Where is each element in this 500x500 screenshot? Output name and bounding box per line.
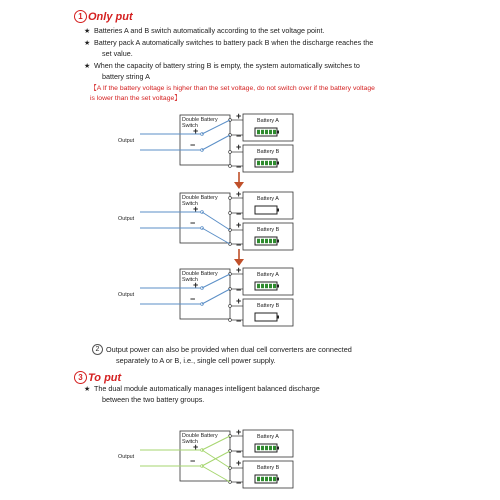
switch-label: Switch [182, 201, 198, 207]
diagram-1 [118, 111, 300, 172]
switch-label: Switch [182, 123, 198, 129]
star-icon: ★ [84, 38, 91, 47]
output-label: Output [118, 292, 135, 298]
minus-sign: − [190, 456, 196, 466]
section-2-line: Output power can also be provided when dual cell converters are connected [106, 345, 352, 354]
battery-a-cell [265, 446, 268, 450]
bullet-line: Battery pack A automatically switches to battery pack B when the discharge reaches the [94, 38, 374, 47]
minus-sign: − [236, 447, 242, 457]
battery-a-cell [265, 284, 268, 288]
plus-sign: + [193, 204, 199, 214]
switch-label: Double Battery [182, 271, 218, 277]
bullet-3 [84, 61, 360, 82]
switch-label: Double Battery [182, 433, 218, 439]
diagram-3 [118, 265, 300, 326]
section-1-heading [74, 10, 133, 23]
plus-sign: + [236, 296, 242, 306]
battery-a-cell [261, 284, 264, 288]
star-icon: ★ [84, 61, 91, 70]
switch-label: Switch [182, 277, 198, 283]
bullet-line: set value. [102, 48, 133, 58]
battery-a-icon [255, 206, 277, 214]
diagram-2 [118, 189, 300, 250]
plus-sign: + [236, 189, 242, 199]
minus-sign: − [190, 218, 196, 228]
plus-sign: + [236, 458, 242, 468]
output-label: Output [118, 454, 135, 460]
battery-b-cell [261, 239, 264, 243]
section-3-body [84, 384, 320, 405]
battery-a-cap [277, 285, 279, 288]
plus-sign: + [236, 111, 242, 121]
minus-sign: − [236, 285, 242, 295]
minus-sign: − [236, 209, 242, 219]
battery-b-cell [261, 477, 264, 481]
switch-label: Double Battery [182, 195, 218, 201]
terminal-dot [229, 165, 232, 168]
battery-a-cell [273, 130, 276, 134]
minus-sign: − [236, 131, 242, 141]
battery-a-cell [257, 130, 260, 134]
plus-sign: + [236, 220, 242, 230]
battery-b-icon [255, 313, 277, 321]
battery-b-cell [273, 239, 276, 243]
battery-a-label: Battery A [257, 196, 279, 202]
note [90, 84, 390, 104]
battery-a-cell [269, 446, 272, 450]
battery-a-label: Battery A [257, 434, 279, 440]
terminal-dot [229, 197, 232, 200]
section-title: Only put [88, 11, 133, 23]
output-label: Output [118, 138, 135, 144]
battery-b-cell [265, 477, 268, 481]
battery-b-cap [277, 162, 279, 165]
terminal-dot [229, 151, 232, 154]
bullet-line: Batteries A and B switch automatically according to the set voltage point. [94, 26, 325, 35]
star-icon: ★ [84, 26, 91, 35]
star-icon: ★ [84, 384, 91, 393]
battery-b-cell [269, 477, 272, 481]
battery-b-label: Battery B [257, 465, 280, 471]
battery-a-cell [269, 130, 272, 134]
battery-a-label: Battery A [257, 272, 279, 278]
battery-a-label: Battery A [257, 118, 279, 124]
battery-b-cap [277, 478, 279, 481]
battery-a-cell [261, 130, 264, 134]
minus-sign: − [236, 240, 242, 250]
battery-a-cell [269, 284, 272, 288]
section-3-heading [74, 371, 121, 384]
battery-b-cell [261, 161, 264, 165]
battery-a-cell [257, 284, 260, 288]
bullet-1 [84, 26, 325, 37]
output-label: Output [118, 216, 135, 222]
battery-b-cell [265, 161, 268, 165]
minus-sign: − [236, 316, 242, 326]
terminal-dot [229, 212, 232, 215]
plus-sign: + [193, 442, 199, 452]
section-number: 2 [92, 344, 103, 355]
terminal-dot [229, 305, 232, 308]
arrow-down-icon [234, 172, 244, 190]
switch-label: Switch [182, 439, 198, 445]
battery-a-cell [273, 284, 276, 288]
section-2 [95, 344, 416, 366]
battery-b-cell [269, 239, 272, 243]
battery-b-cap [277, 240, 279, 243]
switch-label: Double Battery [182, 117, 218, 123]
section-3-line: The dual module automatically manages intelligent balanced discharge [94, 384, 320, 393]
battery-a-cell [265, 130, 268, 134]
bullet-line: When the capacity of battery string B is empty, the system automatically switches to [94, 61, 360, 70]
battery-a-cap [277, 131, 279, 134]
battery-a-cap [277, 447, 279, 450]
plus-sign: + [236, 142, 242, 152]
minus-sign: − [236, 478, 242, 488]
plus-sign: + [236, 427, 242, 437]
battery-a-cell [273, 446, 276, 450]
battery-b-cell [265, 239, 268, 243]
section-number: 3 [74, 371, 87, 384]
section-title: To put [88, 372, 122, 384]
plus-sign: + [193, 126, 199, 136]
minus-sign: − [190, 140, 196, 150]
bullet-line: battery string A [102, 71, 150, 81]
section-3-line: between the two battery groups. [102, 394, 205, 404]
minus-sign: − [236, 162, 242, 172]
battery-b-cell [257, 477, 260, 481]
battery-a-cap [277, 209, 279, 212]
battery-b-cell [273, 477, 276, 481]
diagram-4 [118, 427, 300, 488]
battery-b-label: Battery B [257, 303, 280, 309]
battery-a-cell [257, 446, 260, 450]
note-line: is lower than the set voltage】 [90, 95, 182, 102]
note-line: 【A If the battery voltage is higher than the set voltage, do not switch over if the battery voltage [90, 85, 375, 92]
terminal-dot [229, 319, 232, 322]
battery-b-cap [277, 316, 279, 319]
section-number: 1 [74, 10, 87, 23]
battery-b-cell [269, 161, 272, 165]
battery-b-label: Battery B [257, 227, 280, 233]
bullet-2 [84, 38, 374, 59]
plus-sign: + [193, 280, 199, 290]
plus-sign: + [236, 265, 242, 275]
battery-b-cell [257, 239, 260, 243]
minus-sign: − [190, 294, 196, 304]
battery-a-cell [261, 446, 264, 450]
battery-b-cell [273, 161, 276, 165]
battery-b-label: Battery B [257, 149, 280, 155]
section-2-line: separately to A or B, i.e., single cell power supply. [116, 356, 276, 365]
battery-b-cell [257, 161, 260, 165]
